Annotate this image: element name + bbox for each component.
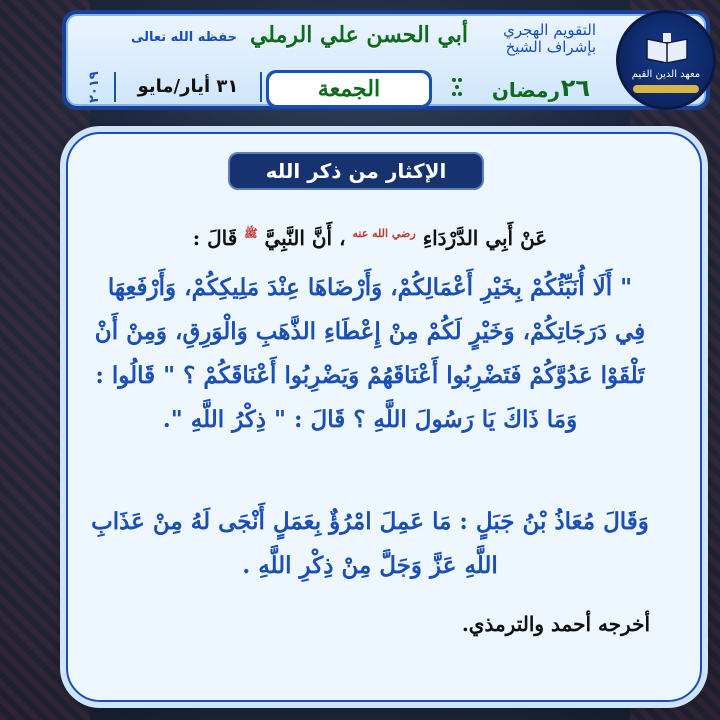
year-label: ٢٠١٩ (87, 71, 102, 103)
card-title: الإكثار من ذكر الله (228, 152, 484, 190)
divider (260, 72, 262, 102)
dots-ornament-icon (452, 76, 464, 100)
weekday-box (266, 70, 432, 108)
logo-label: معهد الدين القيم (631, 69, 701, 80)
honorific-salawat: ﷺ (244, 227, 258, 241)
open-book-icon (645, 33, 689, 63)
gregorian-date: ٣١ أيار/مايو (137, 76, 239, 97)
shaykh-name: أبي الحسن علي الرملي (249, 22, 469, 48)
intro-narrator: عَنْ أَبِي الدَّرْدَاءِ (422, 226, 548, 250)
logo-ribbon (633, 85, 699, 93)
source-reference: أخرجه أحمد والترمذي. (461, 612, 650, 636)
calendar-title-line: التقويم الهجري (503, 21, 596, 39)
honorific-radiallahu: رضي الله عنه (352, 227, 416, 241)
calendar-title (476, 22, 596, 56)
hadith-intro (90, 226, 650, 250)
intro-prophet: ، أَنَّ النَّبِيَّ (264, 226, 346, 250)
calendar-header (62, 10, 710, 110)
hafidhahu-text: حفظه الله تعالى (131, 30, 237, 45)
divider (114, 72, 116, 102)
institute-logo (616, 10, 716, 110)
hijri-month: رمضان (491, 78, 560, 102)
muadh-saying: وَقَالَ مُعَاذُ بْنُ جَبَلٍ : مَا عَمِلَ امْرُؤٌ بِعَمَلٍ أَنْجَى لَهُ مِنْ عَذَابِ اللَّهِ عَزَّ وَجَلَّ مِنْ ذِكْرِ اللَّهِ . (91, 508, 649, 579)
hadith-text: " أَلَا أُنَبِّئُكُمْ بِخَيْرِ أَعْمَالِكُمْ، وَأَرْضَاهَا عِنْدَ مَلِيكِكُمْ، وَأَرْفَعِهَا فِي دَرَجَاتِكُمْ، وَخَيْرٍ لَكُمْ مِنْ إِعْطَاءِ الذَّهَبِ وَالْوَرِقِ، وَمِنْ أَنْ تَلْقَوْا عَدُوَّكُمْ فَتَضْرِبُوا أَعْنَاقَهُمْ وَيَضْرِبُوا أَعْنَاقَكُمْ ؟ " قَالُوا : وَمَا ذَاكَ يَا رَسُولَ اللَّهِ ؟ قَالَ : " ذِكْرُ اللَّهِ ". (94, 274, 646, 433)
date-row (78, 72, 596, 104)
weekday-label: الجمعة (269, 73, 429, 105)
supervision-line: بإشراف الشيخ (505, 38, 596, 56)
hijri-day: ٢٦ (560, 74, 590, 102)
header-panel (66, 14, 706, 106)
intro-qala: قَالَ : (192, 226, 238, 250)
